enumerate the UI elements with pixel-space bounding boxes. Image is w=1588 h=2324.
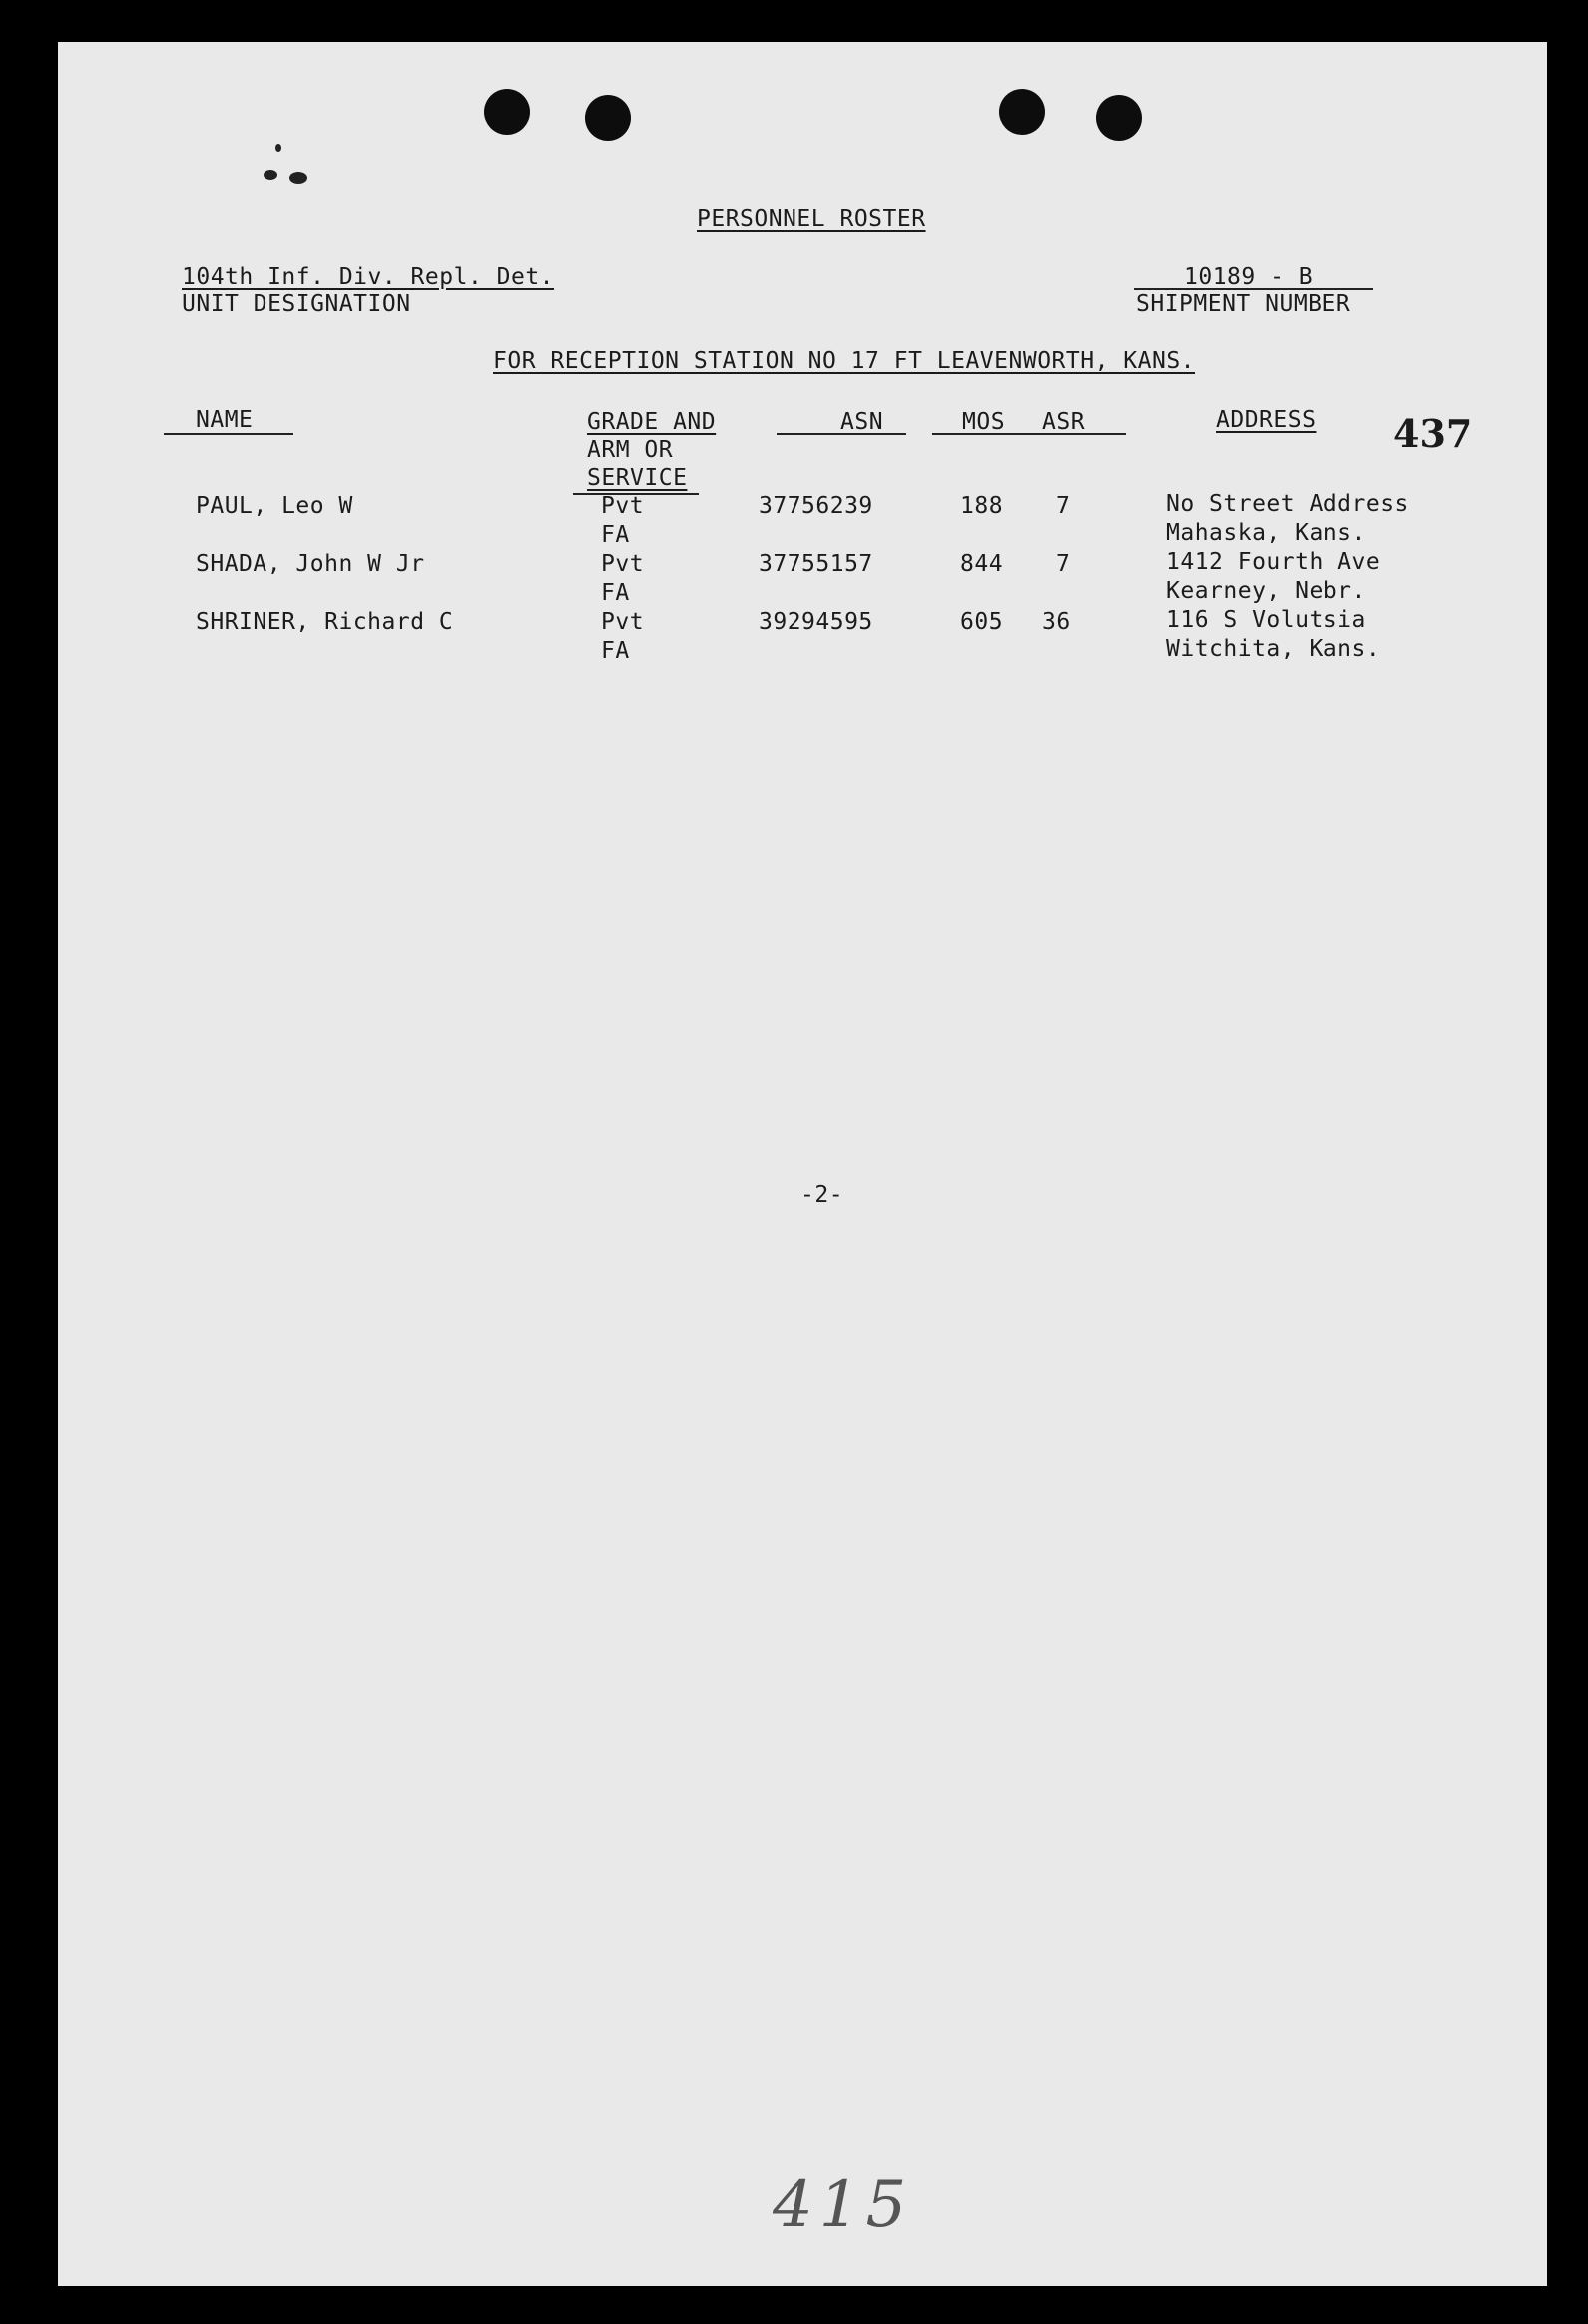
row-asr: 36 xyxy=(1042,609,1071,635)
row-mos: 605 xyxy=(960,609,1004,635)
row-name: SHADA, John W Jr xyxy=(196,551,425,577)
row-address-line2: Kearney, Nebr. xyxy=(1166,578,1366,604)
row-grade: Pvt xyxy=(601,493,645,519)
column-header-name: NAME xyxy=(196,407,254,433)
row-grade: Pvt xyxy=(601,609,645,635)
handwritten-number: 415 xyxy=(773,2168,913,2242)
ink-speck xyxy=(275,144,281,152)
unit-designation-value: 104th Inf. Div. Repl. Det. xyxy=(182,264,555,290)
punch-hole xyxy=(999,89,1045,135)
punch-hole xyxy=(585,95,631,141)
column-header-address: ADDRESS xyxy=(1216,407,1317,433)
row-address-line1: 116 S Volutsia xyxy=(1166,607,1366,633)
row-address-line2: Witchita, Kans. xyxy=(1166,636,1381,662)
row-arm: FA xyxy=(601,522,630,548)
shipment-number-label: SHIPMENT NUMBER xyxy=(1136,291,1351,317)
column-rule xyxy=(164,433,293,435)
column-header-asr: ASR xyxy=(1042,409,1086,435)
row-asn: 39294595 xyxy=(759,609,873,635)
document-page xyxy=(58,42,1547,2286)
column-header-grade: GRADE AND xyxy=(587,409,717,435)
shipment-number-value: 10189 - B xyxy=(1184,264,1314,290)
row-address-line1: No Street Address xyxy=(1166,491,1409,517)
row-arm: FA xyxy=(601,580,630,606)
ink-speck xyxy=(289,172,307,184)
row-address-line1: 1412 Fourth Ave xyxy=(1166,549,1381,575)
row-arm: FA xyxy=(601,638,630,664)
row-grade: Pvt xyxy=(601,551,645,577)
row-asr: 7 xyxy=(1056,551,1071,577)
destination-line: FOR RECEPTION STATION NO 17 FT LEAVENWORTH, KANS. xyxy=(493,348,1196,374)
row-asn: 37756239 xyxy=(759,493,873,519)
page-title: PERSONNEL ROSTER xyxy=(697,206,926,232)
punch-hole xyxy=(1096,95,1142,141)
unit-designation-label: UNIT DESIGNATION xyxy=(182,291,411,317)
row-mos: 188 xyxy=(960,493,1004,519)
column-header-service: SERVICE xyxy=(587,465,688,491)
row-name: SHRINER, Richard C xyxy=(196,609,454,635)
column-header-mos: MOS xyxy=(962,409,1006,435)
row-asr: 7 xyxy=(1056,493,1071,519)
row-name: PAUL, Leo W xyxy=(196,493,353,519)
column-header-arm: ARM OR xyxy=(587,437,674,463)
page-number: -2- xyxy=(800,1182,844,1208)
ink-speck xyxy=(264,170,277,180)
stamp-number: 437 xyxy=(1393,411,1473,456)
row-asn: 37755157 xyxy=(759,551,873,577)
row-address-line2: Mahaska, Kans. xyxy=(1166,520,1366,546)
column-header-asn: ASN xyxy=(840,409,884,435)
punch-hole xyxy=(484,89,530,135)
row-mos: 844 xyxy=(960,551,1004,577)
